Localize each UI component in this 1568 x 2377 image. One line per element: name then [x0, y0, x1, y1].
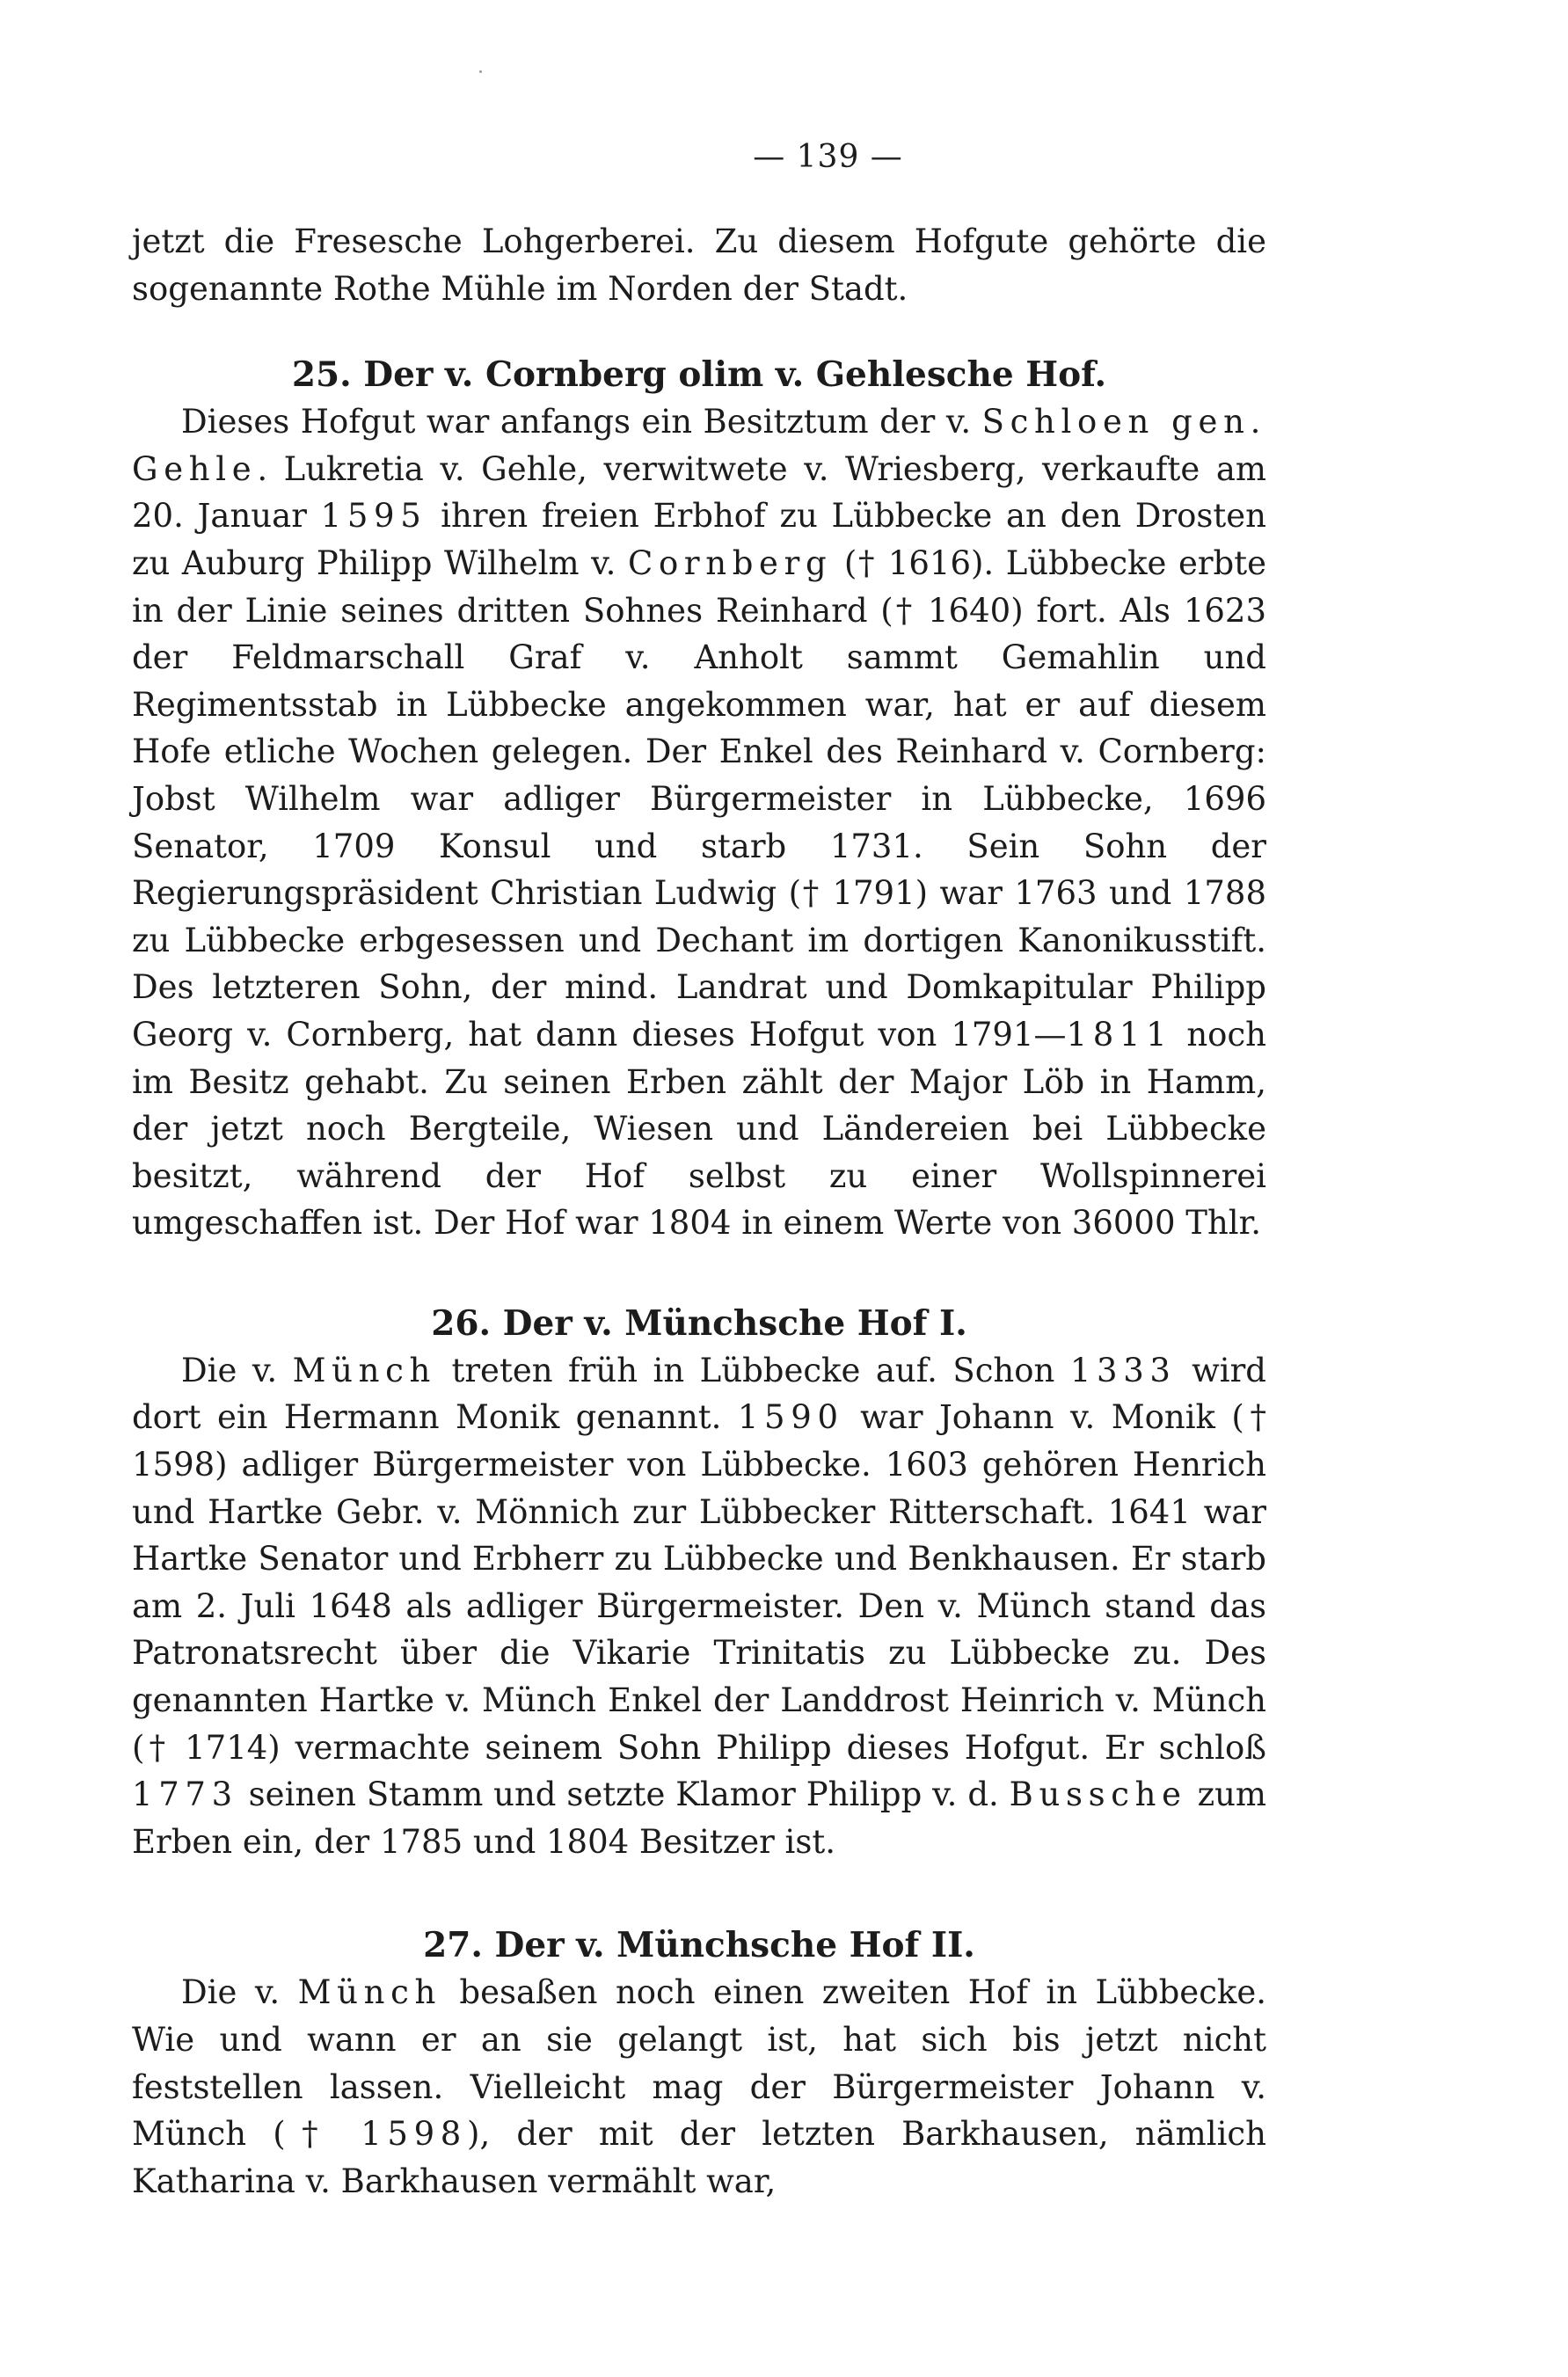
- spaced-text-run: 1811: [1066, 1015, 1173, 1054]
- spaced-text-run: 1598: [361, 2115, 468, 2154]
- text-run: († 1616). Lübbecke erbte in der Linie seines dritten Sohnes Reinhard († 1640) fort. Als 1623 der Feldmarschall Graf v. Anholt sammt Gemahlin und Regimentsstab in Lübbecke angekommen war, hat er auf diesem Hofe etliche Wochen gelegen. Der Enkel des Reinhard v. Cornberg: Jobst Wilhelm war adliger Bürgermeister in Lübbecke, 1696 Senator, 1709 Konsul und starb 1731. Sein Sohn der Regierungspräsident Christian Ludwig († 1791) war 1763 und 1788 zu Lübbecke erbgesessen und Dechant im dortigen Kanonikusstift. Des letzteren Sohn, der mind. Landrat und Domkapitular Philipp Georg v. Cornberg, hat dann dieses Hofgut von 1791—: [132, 543, 1266, 1054]
- text-run: war Johann v. Monik († 1598) adliger Bürgermeister von Lübbecke. 1603 gehören Henrich und Hartke Gebr. v. Mönnich zur Lübbecker Ritterschaft. 1641 war Hartke Senator und Erbherr zu Lübbecke und Benkhausen. Er starb am 2. Juli 1648 als adliger Bürgermeister. Den v. Münch stand das Patronatsrecht über die Vikarie Trinitatis zu Lübbecke zu. Des genannten Hartke v. Münch Enkel der Landdrost Heinrich v. Münch († 1714) vermachte seinem Sohn Philipp dieses Hofgut. Er schloß: [132, 1398, 1266, 1767]
- intro-paragraph: jetzt die Fresesche Lohgerberei. Zu diesem Hofgute gehörte die sogenannte Rothe Mühle im Norden der Stadt.: [132, 222, 1266, 308]
- text-run: zum Erben ein, der 1785 und 1804 Besitzer ist.: [132, 1775, 1266, 1861]
- text-run: noch im Besitz gehabt. Zu seinen Erben zählt der Major Löb in Hamm, der jetzt noch Bergteile, Wiesen und Ländereien bei Lübbecke besitzt, während der Hof selbst zu einer Wollspinnerei umgeschaffen ist. Der Hof war 1804 in einem Werte von 36000 Thlr.: [132, 1015, 1266, 1243]
- section-heading-26: 26. Der v. Münchsche Hof I.: [431, 1302, 967, 1344]
- text-run: ), der mit der letzten Barkhausen, nämlich Katharina v. Barkhausen vermählt war,: [132, 2115, 1266, 2200]
- text-run: besaßen noch einen zweiten Hof in Lübbecke. Wie und wann er an sie gelangt ist, hat sich bis jetzt nicht feststellen lassen. Vielleicht mag der Bürgermeister Johann v. Münch (†: [132, 1973, 1266, 2154]
- spaced-text-run: 1773: [132, 1775, 238, 1814]
- text-run: Die v.: [181, 1351, 293, 1389]
- section-body-26: [132, 1347, 1266, 1866]
- section-heading-25: 25. Der v. Cornberg olim v. Gehlesche Hof.: [291, 354, 1107, 396]
- spaced-text-run: Schloen gen. Gehle: [132, 403, 1266, 488]
- spaced-text-run: Bussche: [1009, 1775, 1187, 1814]
- text-run: Dieses Hofgut war anfangs ein Besitztum der v.: [181, 403, 982, 441]
- text-run: seinen Stamm und setzte Klamor Philipp v. d.: [237, 1775, 1010, 1814]
- text-run: wird dort ein Hermann Monik genannt.: [132, 1351, 1266, 1437]
- text-run: . Lukretia v. Gehle, verwitwete v. Wriesberg, verkaufte am 20. Januar: [132, 449, 1266, 536]
- text-run: treten früh in Lübbecke auf. Schon: [436, 1351, 1070, 1389]
- section-heading-27: 27. Der v. Münchsche Hof II.: [423, 1925, 975, 1966]
- section-body-25: [132, 398, 1266, 1247]
- spaced-text-run: 1595: [320, 497, 427, 536]
- spaced-text-run: Münch: [292, 1351, 437, 1389]
- section-body-27: [132, 1969, 1266, 2205]
- text-run: Die v.: [181, 1973, 298, 2012]
- spaced-text-run: 1333: [1069, 1351, 1177, 1389]
- spaced-text-run: 1590: [737, 1398, 844, 1437]
- spaced-text-run: Münch: [297, 1973, 441, 2012]
- page-number: — 139 —: [753, 139, 903, 175]
- scan-speck: [479, 70, 482, 73]
- text-run: ihren freien Erbhof zu Lübbecke an den Drosten zu Auburg Philipp Wilhelm v.: [132, 497, 1266, 582]
- spaced-text-run: Cornberg: [627, 543, 833, 582]
- text-column: [132, 218, 1266, 2205]
